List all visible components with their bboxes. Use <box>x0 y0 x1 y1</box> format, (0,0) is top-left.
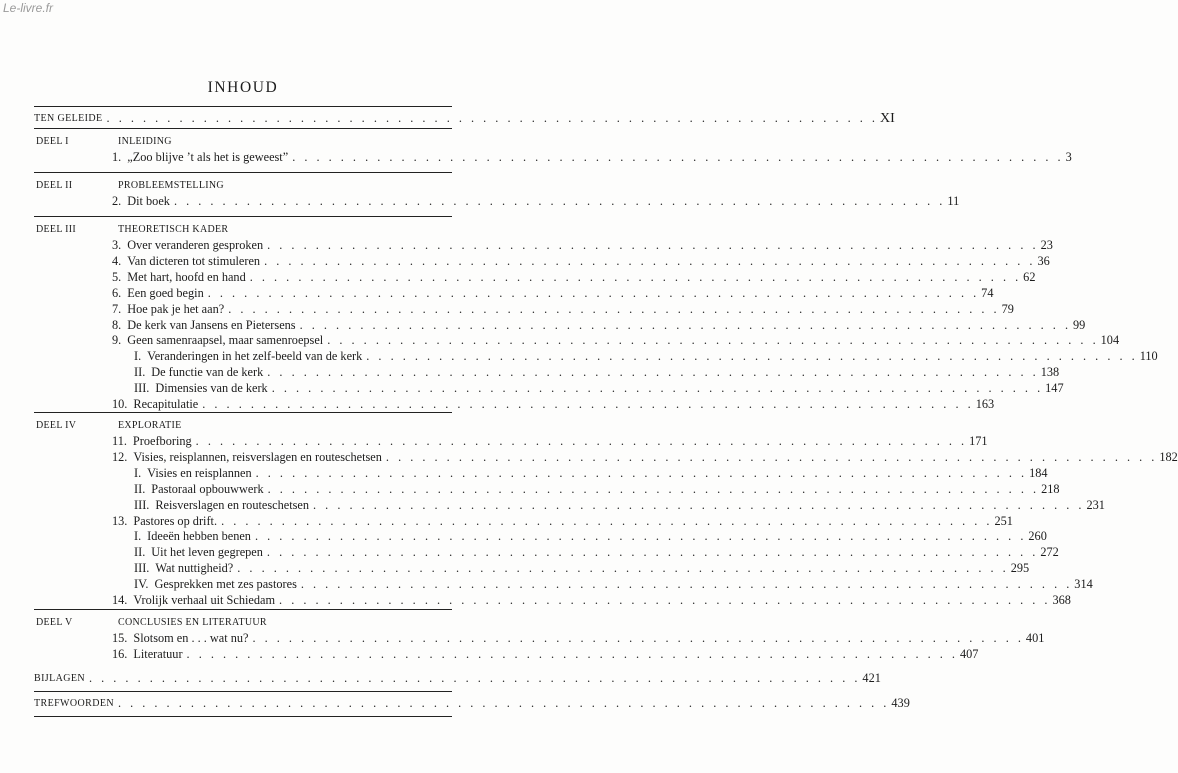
dot-leader: . . . . . . . . . . . . . . . . . . . . . . . . . . . . . . . . . . . . . . . . . . . . . . . . . . . . . . . . . . . . . . . . <box>385 449 1158 464</box>
entry-page: 99 <box>1073 317 1086 332</box>
entry-number: I. <box>134 349 142 364</box>
section-rule <box>34 172 452 173</box>
entry-number: III. <box>134 497 150 512</box>
toc-subentry <box>134 349 1158 364</box>
entry-label: Gesprekken met zes pastores <box>154 577 297 592</box>
entry-page: 295 <box>1010 561 1030 576</box>
dot-leader: . . . . . . . . . . . . . . . . . . . . . . . . . . . . . . . . . . . . . . . . . . . . . . . . . . . . . . . . . . . . . . . . <box>106 111 878 125</box>
entry-page: 314 <box>1074 577 1093 592</box>
entry-label: Visies en reisplannen <box>147 465 252 480</box>
entry-label: Visies, reisplannen, reisverslagen en routeschetsen <box>133 449 382 464</box>
toc-subentry <box>134 465 1048 481</box>
toc-entry <box>112 317 1086 333</box>
dot-leader: . . . . . . . . . . . . . . . . . . . . . . . . . . . . . . . . . . . . . . . . . . . . . . . . . . . . . . . . . . . . . . . . <box>252 631 1024 645</box>
dot-leader: . . . . . . . . . . . . . . . . . . . . . . . . . . . . . . . . . . . . . . . . . . . . . . . . . . . . . . . . . . . . . . . . <box>202 397 974 411</box>
dot-leader: . . . . . . . . . . . . . . . . . . . . . . . . . . . . . . . . . . . . . . . . . . . . . . . . . . . . . . . . . . . . . . . . <box>313 497 1085 512</box>
entry-page: 439 <box>891 696 910 710</box>
watermark: Le-livre.fr <box>3 1 54 15</box>
toc-subentry <box>134 577 1093 592</box>
deel-label: DEEL V <box>36 617 73 628</box>
deel-label: DEEL IV <box>36 420 77 431</box>
dot-leader: . . . . . . . . . . . . . . . . . . . . . . . . . . . . . . . . . . . . . . . . . . . . . . . . . . . . . . . . . . . . . . . . <box>267 365 1039 380</box>
dot-leader: . . . . . . . . . . . . . . . . . . . . . . . . . . . . . . . . . . . . . . . . . . . . . . . . . . . . . . . . . . . . . . . . <box>195 434 968 448</box>
toc-entry <box>112 269 1036 285</box>
entry-label: Proefboring <box>132 434 192 448</box>
dot-leader: . . . . . . . . . . . . . . . . . . . . . . . . . . . . . . . . . . . . . . . . . . . . . . . . . . . . . . . . . . . . . . . . <box>299 317 1072 332</box>
toc-entry <box>112 434 988 449</box>
dot-leader: . . . . . . . . . . . . . . . . . . . . . . . . . . . . . . . . . . . . . . . . . . . . . . . . . . . . . . . . . . . . . . . . <box>207 285 980 300</box>
entry-number: 9. <box>112 333 122 348</box>
entry-label: Literatuur <box>133 646 183 661</box>
deel-label: DEEL III <box>36 224 77 235</box>
entry-number: 11. <box>112 434 127 448</box>
entry-label: Ideeën hebben benen <box>147 529 251 544</box>
dot-leader: . . . . . . . . . . . . . . . . . . . . . . . . . . . . . . . . . . . . . . . . . . . . . . . . . . . . . . . . . . . . . . . . <box>117 696 890 710</box>
entry-page: 138 <box>1040 365 1060 380</box>
toc-entry <box>112 301 1014 317</box>
entry-page: 182 <box>1159 449 1178 464</box>
toc-subentry <box>134 481 1060 497</box>
entry-page: 231 <box>1086 497 1105 512</box>
entry-label: „Zoo blijve ’t als het is geweest” <box>127 150 289 164</box>
entry-label: Dimensies van de kerk <box>155 381 268 396</box>
entry-number: 4. <box>112 253 122 268</box>
entry-page: 171 <box>969 434 988 448</box>
entry-page: 36 <box>1037 253 1050 268</box>
entry-number: IV. <box>134 577 149 592</box>
dot-leader: . . . . . . . . . . . . . . . . . . . . . . . . . . . . . . . . . . . . . . . . . . . . . . . . . . . . . . . . . . . . . . . . <box>267 481 1040 496</box>
entry-page: 260 <box>1028 529 1047 544</box>
entry-page: 62 <box>1023 269 1036 284</box>
entry-number: II. <box>134 481 146 496</box>
toc-entry-bijlagen <box>34 671 881 686</box>
section-heading: PROBLEEMSTELLING <box>118 180 224 191</box>
dot-leader: . . . . . . . . . . . . . . . . . . . . . . . . . . . . . . . . . . . . . . . . . . . . . . . . . . . . . . . . . . . . . . . . <box>255 465 1028 480</box>
entry-number: 5. <box>112 269 122 284</box>
entry-page: 147 <box>1045 381 1064 396</box>
entry-number: 14. <box>112 593 128 607</box>
entry-label: Dit boek <box>127 194 170 208</box>
entry-number: III. <box>134 381 150 396</box>
entry-label: Vrolijk verhaal uit Schiedam <box>133 593 276 607</box>
toc-subentry <box>134 529 1047 544</box>
entry-number: 15. <box>112 631 128 645</box>
entry-number: 2. <box>112 194 122 208</box>
deel-label: DEEL I <box>36 136 69 147</box>
entry-label: Met hart, hoofd en hand <box>127 269 246 284</box>
toc-entry-ten-geleide <box>34 111 895 126</box>
entry-number: II. <box>134 545 146 560</box>
toc-entry <box>112 238 1053 253</box>
toc-entry <box>112 646 979 662</box>
toc-entry <box>112 449 1178 465</box>
toc-entry-trefwoorden <box>34 696 910 711</box>
entry-page: XI <box>879 111 895 126</box>
toc-entry <box>112 513 1013 529</box>
entry-number: 7. <box>112 301 122 316</box>
entry-label: Recapitulatie <box>133 397 199 411</box>
entry-number: 1. <box>112 150 122 164</box>
entry-page: 110 <box>1139 349 1158 364</box>
toc-subentry <box>134 497 1105 513</box>
dot-leader: . . . . . . . . . . . . . . . . . . . . . . . . . . . . . . . . . . . . . . . . . . . . . . . . . . . . . . . . . . . . . . . . <box>173 194 946 208</box>
toc-entry <box>112 150 1072 165</box>
entry-page: 184 <box>1029 465 1048 480</box>
toc-entry <box>112 593 1071 608</box>
entry-label: TEN GELEIDE <box>34 113 103 124</box>
dot-leader: . . . . . . . . . . . . . . . . . . . . . . . . . . . . . . . . . . . . . . . . . . . . . . . . . . . . . . . . . . . . . . . . <box>327 333 1099 348</box>
entry-page: 421 <box>862 671 881 685</box>
entry-label: Pastoraal opbouwwerk <box>151 481 264 496</box>
entry-number: 6. <box>112 285 122 300</box>
entry-number: I. <box>134 465 142 480</box>
section-heading: THEORETISCH KADER <box>118 224 229 235</box>
entry-page: 368 <box>1052 593 1071 607</box>
entry-label: Een goed begin <box>127 285 204 300</box>
entry-label: Slotsom en . . . wat nu? <box>133 631 249 645</box>
section-heading: CONCLUSIES EN LITERATUUR <box>118 617 267 628</box>
entry-label: Van dicteren tot stimuleren <box>127 253 261 268</box>
dot-leader: . . . . . . . . . . . . . . . . . . . . . . . . . . . . . . . . . . . . . . . . . . . . . . . . . . . . . . . . . . . . . . . . <box>292 150 1064 164</box>
entry-number: 3. <box>112 238 122 252</box>
section-rule <box>34 216 452 217</box>
toc-entry <box>112 253 1050 269</box>
entry-number: 12. <box>112 449 128 464</box>
dot-leader: . . . . . . . . . . . . . . . . . . . . . . . . . . . . . . . . . . . . . . . . . . . . . . . . . . . . . . . . . . . . . . . . <box>221 513 993 528</box>
entry-label: Hoe pak je het aan? <box>127 301 225 316</box>
entry-page: 163 <box>975 397 995 411</box>
dot-leader: . . . . . . . . . . . . . . . . . . . . . . . . . . . . . . . . . . . . . . . . . . . . . . . . . . . . . . . . . . . . . . . . <box>237 561 1009 576</box>
dot-leader: . . . . . . . . . . . . . . . . . . . . . . . . . . . . . . . . . . . . . . . . . . . . . . . . . . . . . . . . . . . . . . . . <box>228 301 1000 316</box>
entry-number: I. <box>134 529 142 544</box>
entry-number: 10. <box>112 397 128 411</box>
page-title: INHOUD <box>207 79 279 96</box>
entry-page: 3 <box>1065 150 1072 164</box>
mid-rule <box>34 691 452 692</box>
section-rule <box>34 609 452 610</box>
entry-page: 251 <box>994 513 1013 528</box>
entry-page: 79 <box>1001 301 1014 316</box>
entry-label: De kerk van Jansens en Pietersens <box>127 317 296 332</box>
entry-page: 11 <box>947 194 960 208</box>
entry-label: Uit het leven gegrepen <box>151 545 263 560</box>
top-rule <box>34 106 452 107</box>
toc-entry <box>112 333 1120 348</box>
section-heading: EXPLORATIE <box>118 420 182 431</box>
toc-subentry <box>134 381 1064 396</box>
toc-entry <box>112 397 995 412</box>
toc-subentry <box>134 561 1030 576</box>
entry-page: 407 <box>959 646 979 661</box>
dot-leader: . . . . . . . . . . . . . . . . . . . . . . . . . . . . . . . . . . . . . . . . . . . . . . . . . . . . . . . . . . . . . . . . <box>366 349 1138 364</box>
dot-leader: . . . . . . . . . . . . . . . . . . . . . . . . . . . . . . . . . . . . . . . . . . . . . . . . . . . . . . . . . . . . . . . . <box>254 529 1027 544</box>
entry-number: II. <box>134 365 146 380</box>
deel-label: DEEL II <box>36 180 73 191</box>
dot-leader: . . . . . . . . . . . . . . . . . . . . . . . . . . . . . . . . . . . . . . . . . . . . . . . . . . . . . . . . . . . . . . . . <box>271 381 1044 396</box>
dot-leader: . . . . . . . . . . . . . . . . . . . . . . . . . . . . . . . . . . . . . . . . . . . . . . . . . . . . . . . . . . . . . . . . <box>267 238 1039 252</box>
entry-label: BIJLAGEN <box>34 673 85 684</box>
bottom-rule <box>34 716 452 717</box>
toc-entry <box>112 285 994 301</box>
entry-label: De functie van de kerk <box>151 365 264 380</box>
dot-leader: . . . . . . . . . . . . . . . . . . . . . . . . . . . . . . . . . . . . . . . . . . . . . . . . . . . . . . . . . . . . . . . . <box>249 269 1022 284</box>
dot-leader: . . . . . . . . . . . . . . . . . . . . . . . . . . . . . . . . . . . . . . . . . . . . . . . . . . . . . . . . . . . . . . . . <box>186 646 958 661</box>
entry-label: Reisverslagen en routeschetsen <box>155 497 310 512</box>
entry-label: Over veranderen gesproken <box>127 238 264 252</box>
entry-page: 401 <box>1025 631 1045 645</box>
entry-page: 272 <box>1040 545 1059 560</box>
section-heading: INLEIDING <box>118 136 172 147</box>
toc-entry <box>112 194 960 209</box>
entry-number: 8. <box>112 317 122 332</box>
entry-number: III. <box>134 561 150 576</box>
section-rule <box>34 128 452 129</box>
entry-number: 13. <box>112 513 128 528</box>
entry-page: 104 <box>1100 333 1120 348</box>
toc-entry <box>112 631 1045 646</box>
dot-leader: . . . . . . . . . . . . . . . . . . . . . . . . . . . . . . . . . . . . . . . . . . . . . . . . . . . . . . . . . . . . . . . . <box>88 671 861 685</box>
entry-number: 16. <box>112 646 128 661</box>
toc-subentry <box>134 365 1060 380</box>
entry-page: 74 <box>981 285 994 300</box>
entry-label: TREFWOORDEN <box>34 698 114 709</box>
dot-leader: . . . . . . . . . . . . . . . . . . . . . . . . . . . . . . . . . . . . . . . . . . . . . . . . . . . . . . . . . . . . . . . . <box>300 577 1073 592</box>
entry-label: Veranderingen in het zelf-beeld van de kerk <box>147 349 363 364</box>
entry-label: Geen samenraapsel, maar samenroepsel <box>127 333 324 348</box>
entry-page: 23 <box>1040 238 1053 252</box>
entry-label: Pastores op drift. <box>133 513 218 528</box>
dot-leader: . . . . . . . . . . . . . . . . . . . . . . . . . . . . . . . . . . . . . . . . . . . . . . . . . . . . . . . . . . . . . . . . <box>266 545 1039 560</box>
toc-subentry <box>134 545 1059 560</box>
entry-label: Wat nuttigheid? <box>155 561 234 576</box>
dot-leader: . . . . . . . . . . . . . . . . . . . . . . . . . . . . . . . . . . . . . . . . . . . . . . . . . . . . . . . . . . . . . . . . <box>279 593 1051 607</box>
entry-page: 218 <box>1041 481 1060 496</box>
section-rule <box>34 412 452 413</box>
dot-leader: . . . . . . . . . . . . . . . . . . . . . . . . . . . . . . . . . . . . . . . . . . . . . . . . . . . . . . . . . . . . . . . . <box>264 253 1036 268</box>
